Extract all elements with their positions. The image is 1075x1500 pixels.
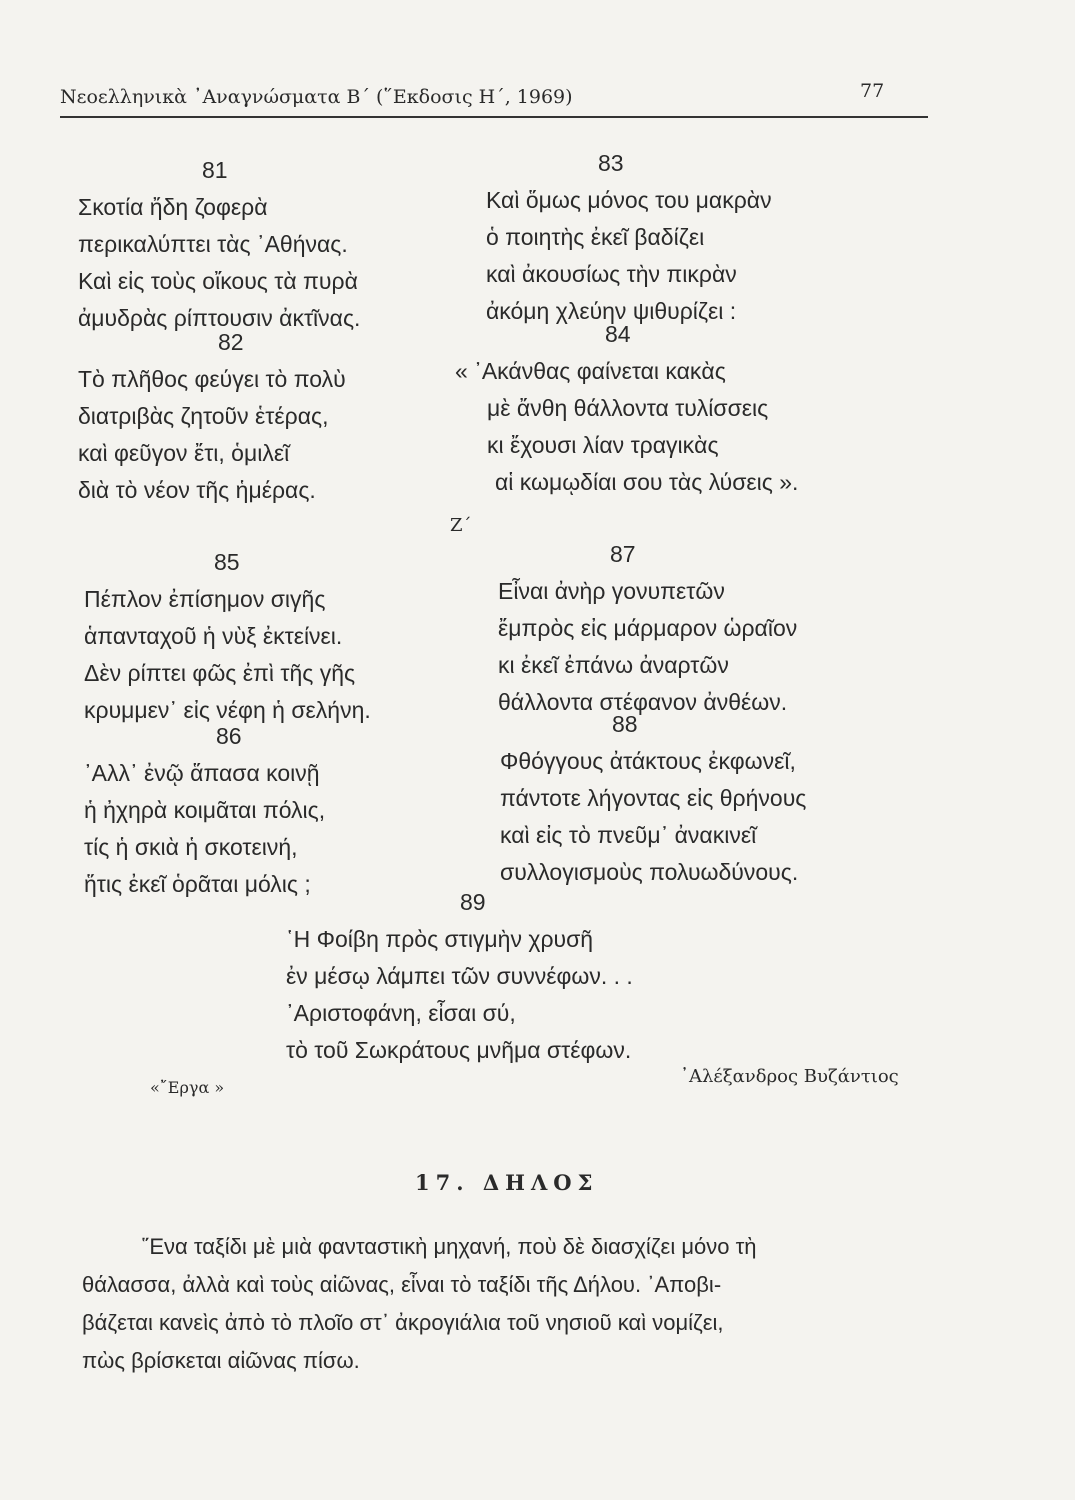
running-title: Νεοελληνικὰ ᾿Αναγνώσματα Β´ (῞Εκδοσις Η´, 1969) [60,86,573,108]
verse-line: κι ἐκεῖ ἐπάνω ἀναρτῶν [498,652,729,678]
verse-line: κρυμμεν᾿ εἰς νέφη ἡ σελήνη. [84,697,371,723]
stanza-87 [498,536,797,721]
verse-line: ῾Η Φοίβη πρὸς στιγμὴν χρυσῆ [286,926,594,952]
verse-line: ἁπανταχοῦ ἡ νὺξ ἐκτείνει. [84,623,343,649]
author-name: ᾿Αλέξανδρος Βυζάντιος [680,1066,899,1087]
stanza-86 [84,718,325,903]
verse-line: ἀμυδρὰς ρίπτουσιν ἀκτῖνας. [78,305,361,331]
stanza-83 [486,145,772,330]
verse-line: ἐν μέσῳ λάμπει τῶν συννέφων. . . [286,963,633,989]
chapter-title: 17. ΔΗΛΟΣ [415,1170,599,1195]
stanza-number: 83 [598,150,624,176]
verse-line: πάντοτε λήγοντας εἰς θρήνους [500,785,807,811]
verse-line: « ᾿Ακάνθας φαίνεται κακὰς [455,358,726,384]
verse-line: Δὲν ρίπτει φῶς ἐπὶ τῆς γῆς [84,660,356,686]
verse-line: αἱ κωμῳδίαι σου τὰς λύσεις ». [495,469,799,495]
verse-line: ᾿Αριστοφάνη, εἶσαι σύ, [286,1000,516,1026]
prose-line: πὼς βρίσκεται αἰῶνας πίσω. [82,1348,360,1373]
page-number: 77 [860,80,885,102]
verse-line: Καὶ ὅμως μόνος του μακρὰν [486,187,772,213]
stanza-81 [78,152,360,337]
verse-line: ἥτις ἐκεῖ ὁρᾶται μόλις ; [84,871,311,897]
stanza-number: 86 [216,723,242,749]
prose-paragraph [82,1228,932,1380]
stanza-88 [500,706,806,891]
verse-line: Καὶ εἰς τοὺς οἴκους τὰ πυρὰ [78,268,358,294]
stanza-85 [84,544,371,729]
verse-line: Πέπλον ἐπίσημον σιγῆς [84,586,326,612]
stanza-number: 84 [605,321,631,347]
section-mark: Ζ´ [450,515,472,536]
verse-line: κι ἔχουσι λίαν τραγικὰς [487,432,719,458]
verse-line: μὲ ἄνθη θάλλοντα τυλίσσεις [487,395,769,421]
verse-line: Σκοτία ἤδη ζοφερὰ [78,194,268,220]
verse-line: Φθόγγους ἀτάκτους ἐκφωνεῖ, [500,748,796,774]
verse-line: ἀκόμη χλεύην ψιθυρίζει : [486,298,737,324]
stanza-number: 88 [612,711,638,737]
source-citation: «῎Εργα » [150,1078,225,1097]
prose-line: ῞Ενα ταξίδι μὲ μιὰ φανταστικὴ μηχανή, ποὺ δὲ διασχίζει μόνο τὴ [142,1234,757,1259]
stanza-number: 82 [218,329,244,355]
prose-line: βάζεται κανεὶς ἀπὸ τὸ πλοῖο στ᾿ ἀκρογιάλια τοῦ νησιοῦ καὶ νομίζει, [82,1310,724,1335]
stanza-82 [78,324,346,509]
stanza-number: 89 [460,889,486,915]
header-rule [60,116,928,118]
verse-line: τίς ἡ σκιὰ ἡ σκοτεινή, [84,834,298,860]
verse-line: ὁ ποιητὴς ἐκεῖ βαδίζει [486,224,705,250]
verse-line: διὰ τὸ νέον τῆς ἡμέρας. [78,477,316,503]
verse-line: καὶ φεῦγον ἔτι, ὁμιλεῖ [78,440,290,466]
verse-line: ᾿Αλλ᾿ ἐνῷ ἅπασα κοινῇ [84,760,320,786]
stanza-number: 85 [214,549,240,575]
verse-line: συλλογισμοὺς πολυωδύνους. [500,859,799,885]
verse-line: ἔμπρὸς εἰς μάρμαρον ὡραῖον [498,615,798,641]
verse-line: ἡ ἠχηρὰ κοιμᾶται πόλις, [84,797,326,823]
verse-line: θάλλοντα στέφανον ἀνθέων. [498,689,788,715]
stanza-number: 81 [202,157,228,183]
verse-line: καὶ εἰς τὸ πνεῦμ᾿ ἀνακινεῖ [500,822,757,848]
prose-line: θάλασσα, ἀλλὰ καὶ τοὺς αἰῶνας, εἶναι τὸ ταξίδι τῆς Δήλου. ᾿Αποβι- [82,1272,722,1297]
verse-line: περικαλύπτει τὰς ᾿Αθήνας. [78,231,348,257]
stanza-84 [455,316,798,501]
stanza-number: 87 [610,541,636,567]
verse-line: Τὸ πλῆθος φεύγει τὸ πολὺ [78,366,346,392]
verse-line: διατριβὰς ζητοῦν ἑτέρας, [78,403,329,429]
verse-line: τὸ τοῦ Σωκράτους μνῆμα στέφων. [286,1037,632,1063]
verse-line: καὶ ἀκουσίως τὴν πικρὰν [486,261,737,287]
verse-line: Εἶναι ἀνὴρ γονυπετῶν [498,578,725,604]
stanza-89 [286,884,633,1069]
